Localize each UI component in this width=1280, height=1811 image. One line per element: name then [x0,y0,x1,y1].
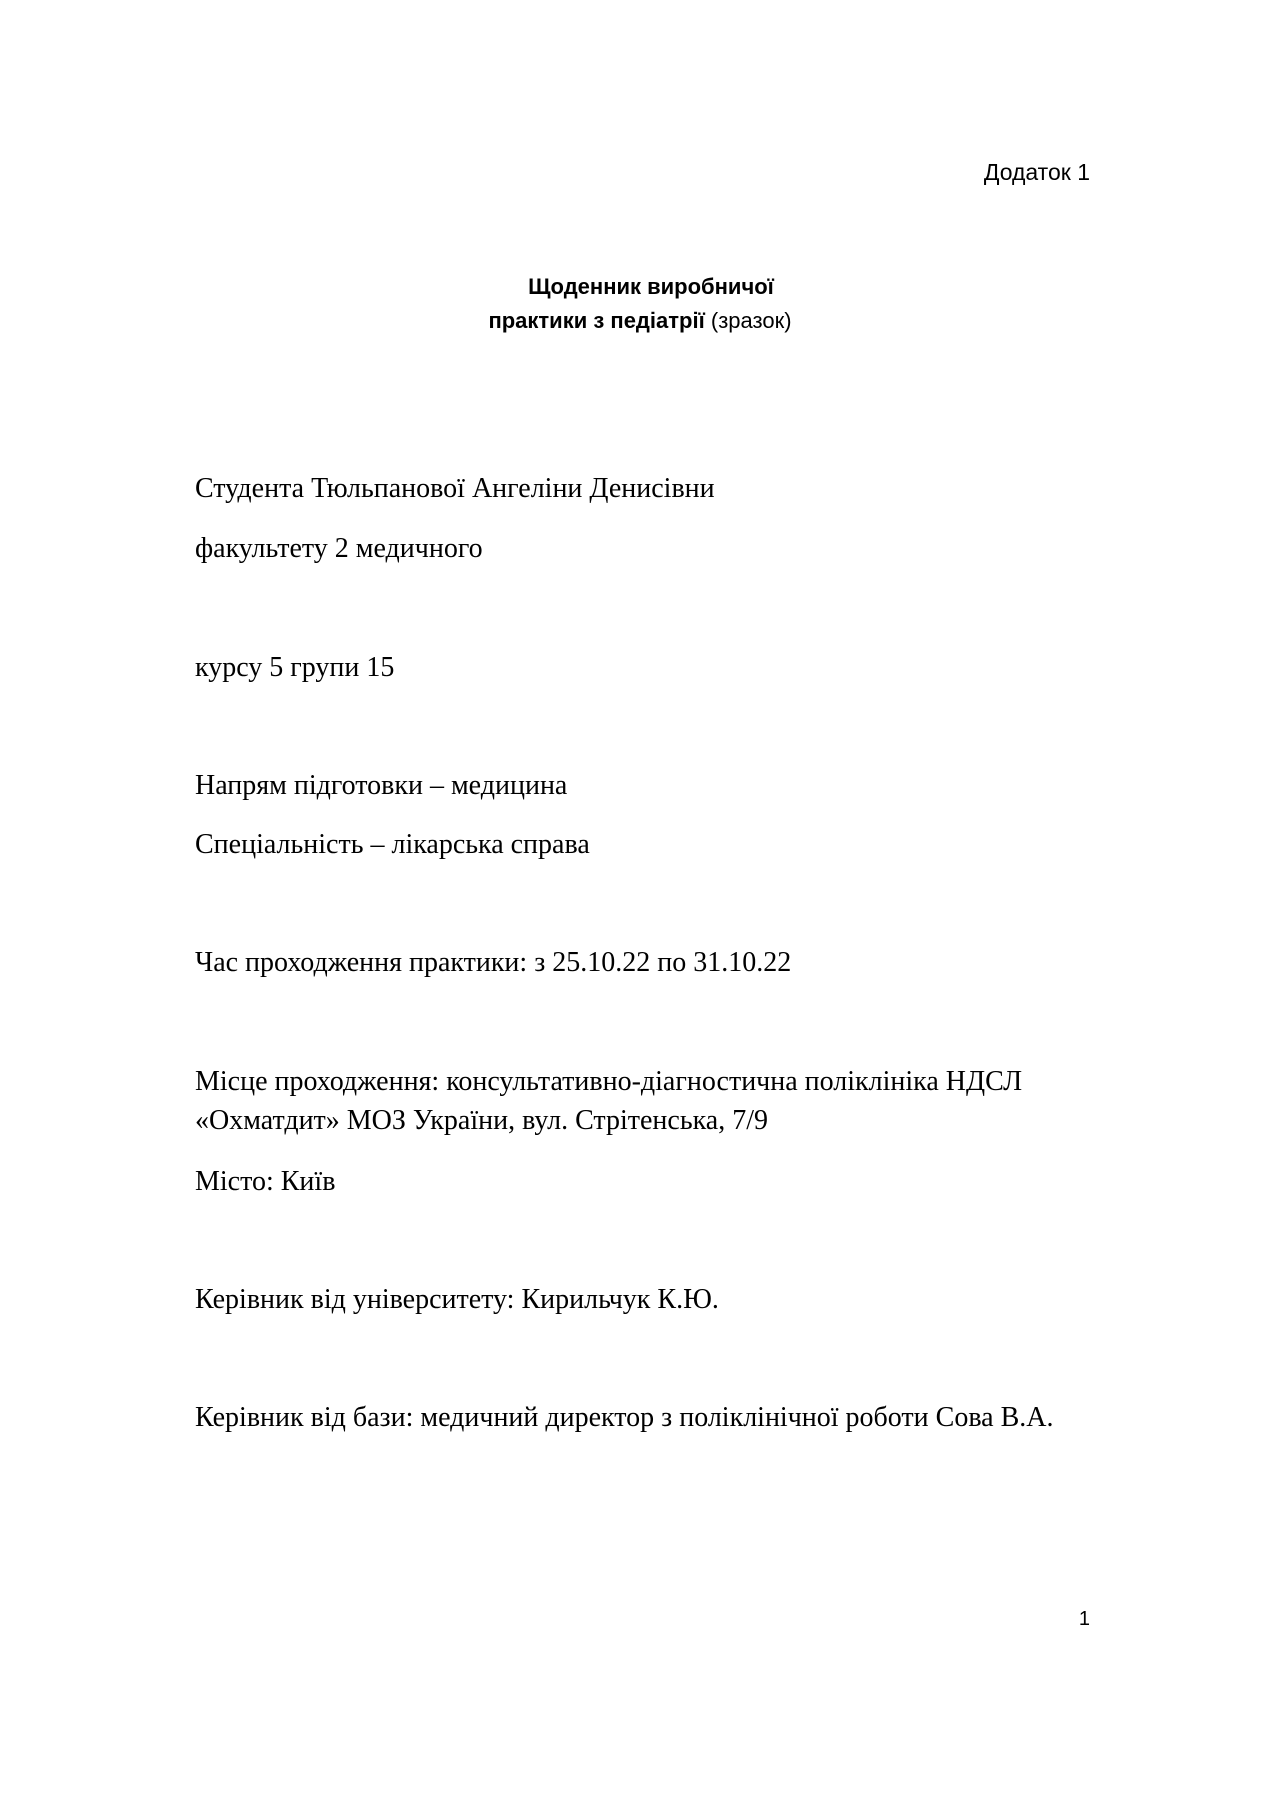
title-sample-note: (зразок) [704,308,792,333]
title-bold-part: практики з педіатрії [488,308,705,333]
faculty: факультету 2 медичного [195,533,483,564]
practice-place: Місце проходження: консультативно-діагностична поліклініка НДСЛ «Охматдит» МОЗ України, вул. Стрітенська, 7/9 [195,1066,1023,1136]
document-title-line-1: Щоденник виробничої [528,274,774,299]
base-supervisor: Керівник від бази: медичний директор з поліклінічної роботи Сова В.А. [195,1402,1054,1433]
training-direction: Напрям підготовки – медицина [195,770,568,801]
university-supervisor: Керівник від університету: Кирильчук К.Ю. [195,1284,719,1315]
specialty: Спеціальність – лікарська справа [195,829,590,860]
page-number: 1 [1078,1608,1090,1630]
appendix-label: Додаток 1 [983,159,1090,185]
document-title-line-2 [0,302,1280,340]
course-group: курсу 5 групи 15 [195,652,395,683]
practice-period: Час проходження практики: з 25.10.22 по 31.10.22 [195,947,792,978]
city: Місто: Київ [195,1166,336,1197]
student-name: Студента Тюльпанової Ангеліни Денисівни [195,473,715,504]
